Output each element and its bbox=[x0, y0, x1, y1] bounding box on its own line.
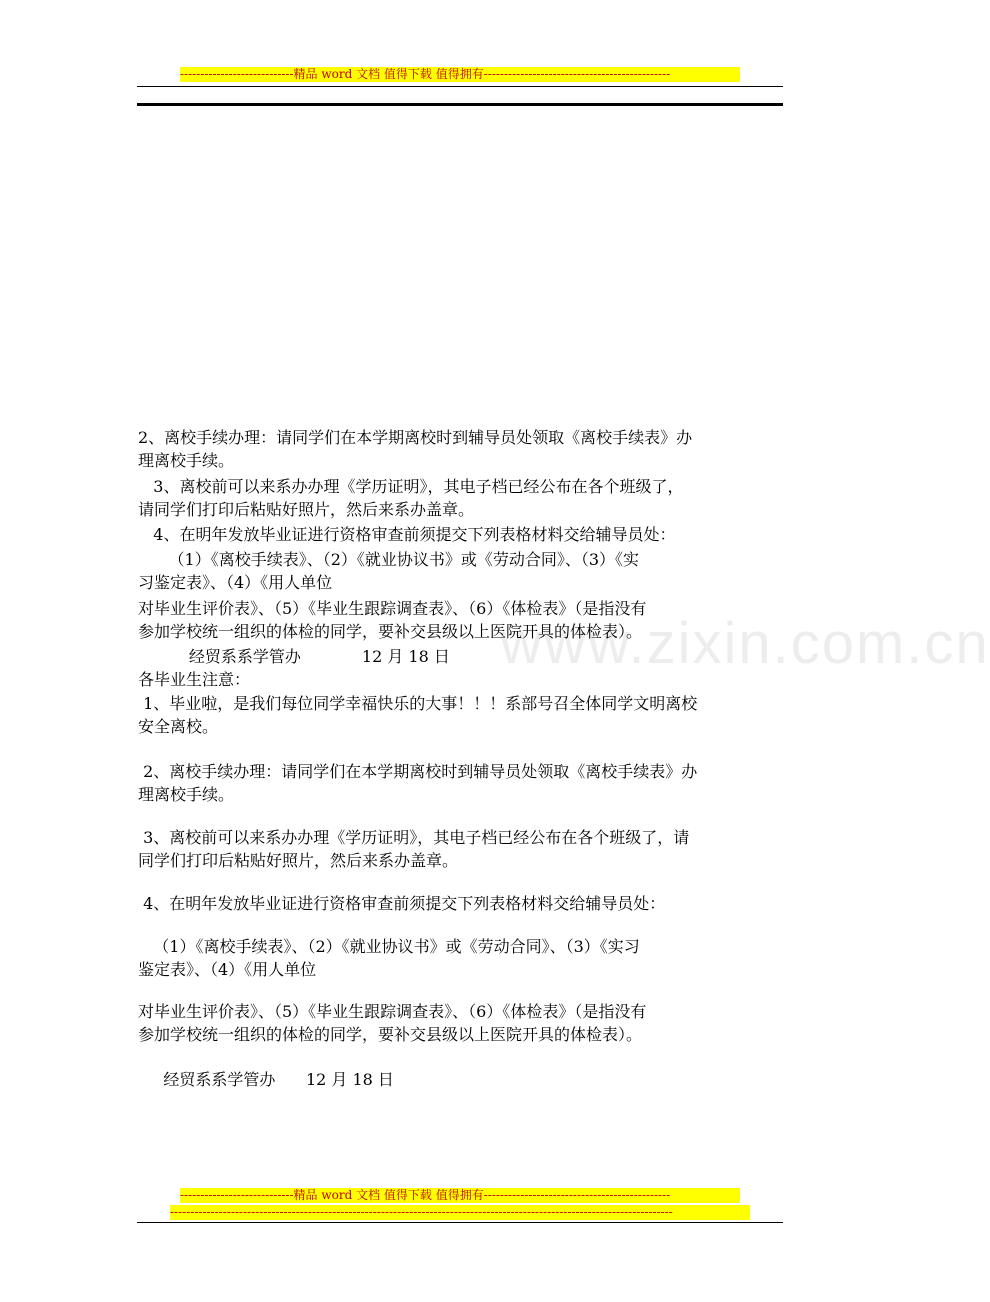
header-banner: ----------------------------精品 word 文档 值得下载 值得拥有---------------------------------------------- bbox=[180, 67, 740, 82]
second-signature: 经贸系系学管办 12 月 18 日 bbox=[138, 1070, 394, 1089]
first-list-line4: 参加学校统一组织的体检的同学，要补交县级以上医院开具的体检表）。 bbox=[138, 622, 643, 641]
second-list-line3: 对毕业生评价表》、（5）《毕业生跟踪调查表》、（6）《体检表》（是指没有 bbox=[138, 1002, 647, 1021]
first-list-line3: 对毕业生评价表》、（5）《毕业生跟踪调查表》、（6）《体检表》（是指没有 bbox=[138, 599, 647, 618]
first-p3-line2: 请同学们打印后粘贴好照片，然后来系办盖章。 bbox=[138, 500, 475, 519]
first-p2-line2: 理离校手续。 bbox=[138, 451, 235, 470]
second-p4: 4、在明年发放毕业证进行资格审查前须提交下列表格材料交给辅导员处： bbox=[138, 894, 666, 913]
first-list-line2: 习鉴定表》、（4）《用人单位 bbox=[138, 573, 333, 592]
watermark: www.zixin.com.cn bbox=[500, 611, 990, 676]
second-list-line4: 参加学校统一组织的体检的同学，要补交县级以上医院开具的体检表）。 bbox=[138, 1025, 643, 1044]
first-p2-line1: 2、离校手续办理：请同学们在本学期离校时到辅导员处领取《离校手续表》办 bbox=[138, 428, 693, 447]
second-p3-line2: 同学们打印后粘贴好照片，然后来系办盖章。 bbox=[138, 851, 459, 870]
footer-dash-line: ---------------------------------------------------------------------------------------------------------------------------- bbox=[170, 1205, 750, 1220]
header-rule-thin bbox=[137, 86, 783, 87]
second-greeting: 各毕业生注意： bbox=[138, 670, 251, 689]
second-p2-line1: 2、离校手续办理：请同学们在本学期离校时到辅导员处领取《离校手续表》办 bbox=[138, 762, 698, 781]
first-list-line1: （1）《离校手续表》、（2）《就业协议书》或《劳动合同》、（3）《实 bbox=[138, 550, 640, 569]
footer-rule bbox=[137, 1222, 783, 1223]
second-list-line2: 鉴定表》、（4）《用人单位 bbox=[138, 960, 317, 979]
footer-banner: ----------------------------精品 word 文档 值得下载 值得拥有---------------------------------------------- bbox=[180, 1188, 740, 1203]
header-rule-thick bbox=[137, 103, 783, 106]
second-p1-line2: 安全离校。 bbox=[138, 717, 219, 736]
first-p3-line1: 3、离校前可以来系办办理《学历证明》，其电子档已经公布在各个班级了， bbox=[138, 477, 684, 496]
first-p4: 4、在明年发放毕业证进行资格审查前须提交下列表格材料交给辅导员处： bbox=[138, 525, 676, 544]
second-p1-line1: 1、毕业啦，是我们每位同学幸福快乐的大事！！！系部号召全体同学文明离校 bbox=[138, 694, 698, 713]
second-p3-line1: 3、离校前可以来系办办理《学历证明》，其电子档已经公布在各个班级了，请 bbox=[138, 828, 690, 847]
second-list-line1: （1）《离校手续表》、（2）《就业协议书》或《劳动合同》、（3）《实习 bbox=[138, 937, 640, 956]
second-p2-line2: 理离校手续。 bbox=[138, 785, 235, 804]
first-signature: 经贸系系学管办 12 月 18 日 bbox=[138, 647, 450, 666]
